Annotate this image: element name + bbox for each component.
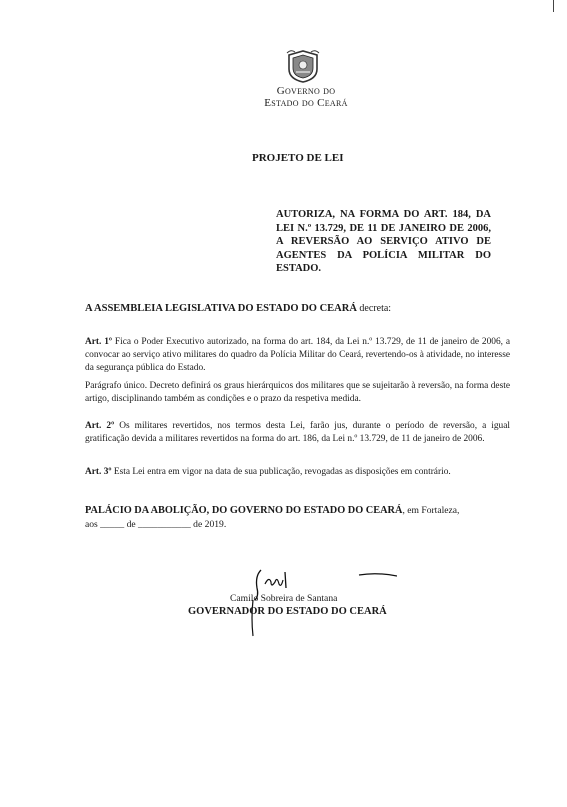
closing-date-line: aos _____ de ___________ de 2019. (85, 518, 227, 530)
article-3 (85, 466, 510, 479)
preamble-bold: A ASSEMBLEIA LEGISLATIVA DO ESTADO DO CEARÁ (85, 303, 357, 314)
header-line-estado: Estado do Ceará (264, 97, 348, 109)
article-1 (85, 336, 510, 375)
article-3-label: Art. 3º (85, 467, 112, 477)
paragrafo-unico (85, 380, 510, 406)
signatory-title: GOVERNADOR DO ESTADO DO CEARÁ (188, 606, 387, 617)
header-line-governo: Governo do (276, 85, 336, 97)
signatory-name: Camilo Sobreira de Santana (230, 593, 338, 604)
document-title: PROJETO DE LEI (252, 152, 344, 164)
coat-of-arms-icon (285, 49, 321, 83)
preamble-rest: decreta: (356, 303, 392, 314)
closing (85, 504, 515, 531)
article-2-label: Art. 2º (85, 421, 115, 431)
ementa: AUTORIZA, NA FORMA DO ART. 184, DA LEI N.º 13.729, DE 11 DE JANEIRO DE 2006, A REVERSÃO AO SERVIÇO ATIVO DE AGENTES DA POLÍCIA MILITAR DO ESTADO. (276, 209, 491, 274)
article-2 (85, 420, 510, 446)
article-1-text: Fica o Poder Executivo autorizado, na forma do art. 184, da Lei n.º 13.729, de 11 de janeiro de 2006, a convocar ao serviço ativo militares do quadro da Polícia Militar do Ceará, revertendo-os à atividade, no interesse da segurança pública do Estado. (85, 337, 510, 373)
article-3-text: Esta Lei entra em vigor na data de sua publicação, revogadas as disposições em contrário. (111, 467, 451, 477)
scan-mark (553, 0, 554, 12)
closing-bold: PALÁCIO DA ABOLIÇÃO, DO GOVERNO DO ESTADO DO CEARÁ (85, 505, 403, 516)
article-2-text: Os militares revertidos, nos termos desta Lei, farão jus, durante o período de reversão, a igual gratificação devida a militares revertidos na forma do art. 186, da Lei n.º 13.729, de 11 de janeiro de 2006. (85, 421, 510, 444)
closing-rest: , em Fortaleza, (402, 505, 460, 516)
preamble (85, 303, 391, 314)
paragrafo-unico-text: Parágrafo único. Decreto definirá os graus hierárquicos dos militares que se sujeitarão à reversão, na forma deste artigo, disciplinando também as condições e o prazo da respetiva medida. (85, 381, 510, 404)
article-1-label: Art. 1º (85, 337, 113, 347)
